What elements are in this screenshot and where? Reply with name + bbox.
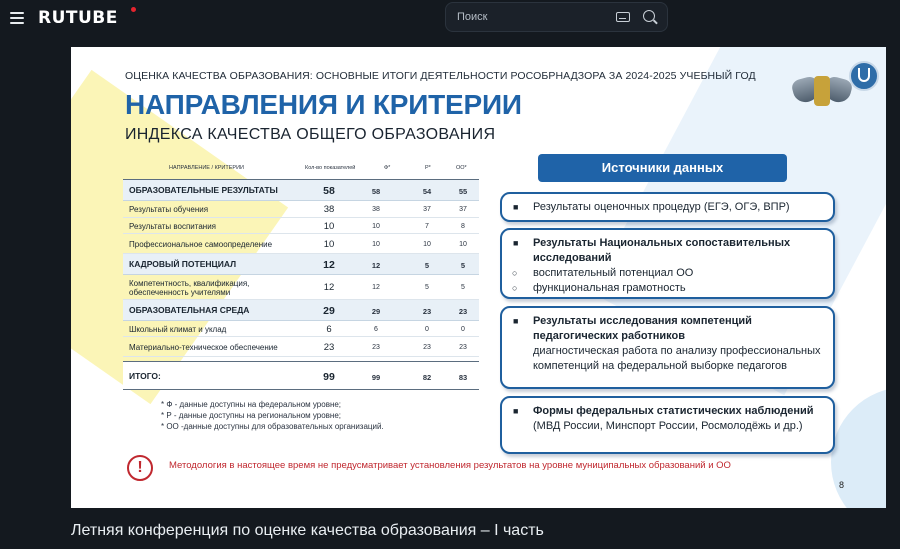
warning-text: Методология в настоящее время не предусматривает установления результатов на уровне муниципальных образований и ОО [169, 460, 731, 471]
source-title: Результаты исследования компетенций педагогических работников [533, 315, 752, 342]
table-row [123, 300, 479, 321]
table-cell-count: 99 [323, 371, 335, 383]
table-header-cell: Р* [425, 165, 431, 171]
table-cell-count: 58 [323, 185, 335, 197]
video-title: Летняя конференция по оценке качества образования – I часть [71, 522, 544, 539]
table-cell-federal: 29 [371, 307, 381, 316]
table-cell-regional: 23 [423, 343, 431, 351]
table-cell-regional: 5 [424, 261, 430, 270]
table-row [123, 337, 479, 357]
table-cell-regional: 54 [422, 187, 432, 196]
table-row [123, 218, 479, 234]
table-cell-federal: 23 [372, 343, 380, 351]
slide-kicker: ОЦЕНКА КАЧЕСТВА ОБРАЗОВАНИЯ: ОСНОВНЫЕ ИТОГИ ДЕЯТЕЛЬНОСТИ РОСОБРНАДЗОРА ЗА 2024-2025 УЧЕБНЫЙ ГОД [125, 70, 756, 82]
table-cell-count: 10 [323, 220, 335, 232]
table-cell-name: Результаты воспитания [129, 221, 217, 231]
table-cell-regional: 37 [423, 206, 431, 213]
table-cell-name: Компетентность, квалификация, обеспеченность учителями [129, 278, 250, 297]
circle-bullet-icon: ○ [512, 268, 518, 278]
table-cell-count: 23 [323, 341, 335, 353]
table-cell-count: 29 [323, 305, 335, 317]
video-player[interactable] [71, 47, 886, 508]
bullet-icon: ■ [513, 202, 519, 212]
table-cell-school: 23 [459, 343, 467, 351]
table-cell-federal: 12 [372, 284, 380, 291]
hamburger-menu-icon[interactable] [10, 12, 24, 24]
source-box [500, 228, 835, 299]
table-cell-regional: 5 [425, 284, 429, 291]
table-cell-school: 8 [461, 222, 465, 230]
table-cell-regional: 82 [422, 373, 432, 382]
footnotes [161, 399, 384, 432]
table-cell-count: 38 [323, 204, 335, 215]
criteria-table [123, 159, 479, 390]
page-number: 8 [839, 480, 845, 490]
table-cell-federal: 6 [374, 325, 378, 333]
table-row [123, 254, 479, 275]
table-cell-federal: 10 [372, 240, 380, 248]
table-cell-name: ОБРАЗОВАТЕЛЬНЫЕ РЕЗУЛЬТАТЫ [129, 185, 278, 195]
table-cell-count: 10 [323, 238, 335, 250]
table-row [123, 275, 479, 300]
table-cell-name: Результаты обучения [129, 205, 209, 214]
table-row [123, 361, 479, 390]
rutube-logo[interactable]: RUTUBE [38, 8, 118, 28]
source-text: диагностическая работа по анализу профессиональных компетенций на федеральной выборке педагогов [533, 345, 821, 372]
table-cell-school: 83 [458, 373, 468, 382]
table-cell-name: ОБРАЗОВАТЕЛЬНАЯ СРЕДА [129, 305, 250, 315]
table-cell-regional: 7 [425, 222, 429, 230]
table-header-cell: ОО* [456, 165, 467, 171]
table-cell-name: Материально-техническое обеспечение [129, 342, 278, 352]
footnote: * Р - данные доступны на региональном уровне; [161, 411, 342, 420]
table-row [123, 201, 479, 218]
table-cell-school: 0 [461, 325, 465, 333]
table-cell-school: 5 [460, 261, 466, 270]
table-cell-federal: 10 [372, 222, 380, 230]
table-cell-regional: 0 [425, 325, 429, 333]
rosobrnadzor-logo-icon [849, 61, 879, 91]
source-box [500, 306, 835, 389]
logo-dot-icon [131, 7, 136, 12]
slide-title: НАПРАВЛЕНИЯ И КРИТЕРИИ [125, 89, 522, 120]
table-cell-school: 10 [459, 240, 467, 248]
bullet-icon: ■ [513, 406, 519, 416]
table-cell-count: 6 [326, 323, 332, 335]
table-body [123, 180, 479, 390]
exclamation-icon: ! [127, 455, 153, 481]
source-title: Результаты Национальных сопоставительных исследований [533, 237, 791, 264]
table-cell-count: 12 [323, 282, 335, 293]
table-header [123, 159, 479, 180]
slide-subtitle: ИНДЕКСА КАЧЕСТВА ОБЩЕГО ОБРАЗОВАНИЯ [125, 126, 496, 143]
bullet-icon: ■ [513, 316, 519, 326]
source-item: воспитательный потенциал ОО [533, 267, 694, 279]
table-header-cell: Кол-во показателей [305, 165, 356, 171]
source-item: функциональная грамотность [533, 282, 686, 294]
table-cell-school: 23 [458, 307, 468, 316]
table-cell-school: 55 [458, 187, 468, 196]
table-cell-school: 5 [461, 284, 465, 291]
table-cell-federal: 58 [371, 187, 381, 196]
sources-title: Источники данных [538, 154, 787, 182]
table-cell-name: КАДРОВЫЙ ПОТЕНЦИАЛ [129, 259, 237, 269]
table-row [123, 180, 479, 201]
source-text: (МВД России, Минспорт России, Росмолодёжь и др.) [533, 420, 803, 432]
table-cell-federal: 99 [371, 373, 381, 382]
footnote: * Ф - данные доступны на федеральном уровне; [161, 400, 342, 409]
search-icon[interactable] [643, 10, 655, 22]
table-cell-name: Школьный климат и уклад [129, 324, 227, 334]
source-text: Результаты оценочных процедур (ЕГЭ, ОГЭ, ВПР) [533, 201, 790, 213]
table-header-cell: Ф* [384, 165, 391, 171]
keyboard-icon[interactable] [616, 12, 630, 22]
eagle-emblem-icon [793, 64, 851, 118]
source-box [500, 396, 835, 454]
table-cell-school: 37 [459, 206, 467, 213]
table-cell-federal: 12 [371, 261, 381, 270]
table-row [123, 321, 479, 337]
search-input[interactable]: Поиск [457, 11, 488, 23]
footnote: * ОО -данные доступны для образовательных организаций. [161, 422, 384, 431]
search-box[interactable] [445, 2, 668, 32]
top-bar [0, 0, 900, 40]
table-row [123, 234, 479, 254]
table-cell-regional: 23 [422, 307, 432, 316]
table-cell-federal: 38 [372, 206, 380, 213]
table-cell-name: Профессиональное самоопределение [129, 239, 273, 249]
table-cell-regional: 10 [423, 240, 431, 248]
bullet-icon: ■ [513, 238, 519, 248]
source-title: Формы федеральных статистических наблюдений [533, 405, 814, 417]
table-cell-count: 12 [323, 259, 335, 271]
table-cell-name: ИТОГО: [129, 371, 161, 381]
circle-bullet-icon: ○ [512, 283, 518, 293]
source-box [500, 192, 835, 222]
table-header-cell: НАПРАВЛЕНИЕ / КРИТЕРИИ [169, 165, 244, 171]
